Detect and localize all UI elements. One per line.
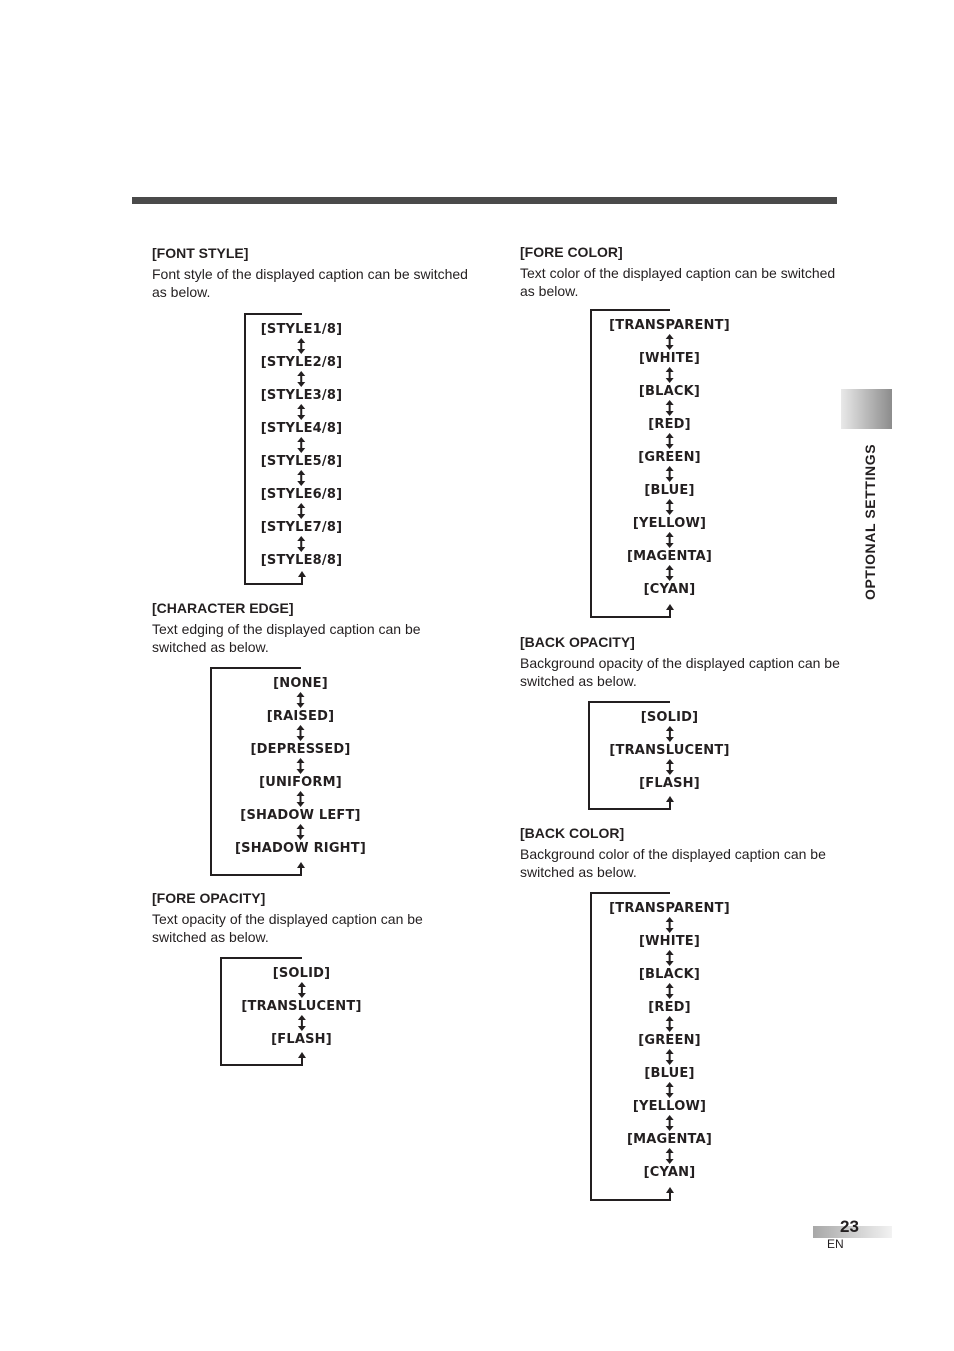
option-list xyxy=(609,900,730,1181)
option-item: [SOLID] xyxy=(640,710,699,725)
up-arrow-icon xyxy=(665,604,675,618)
option-item: [FLASH] xyxy=(639,776,700,791)
section-title: [BACK COLOR] xyxy=(520,825,625,841)
side-tab-marker xyxy=(841,389,892,429)
double-arrow-icon xyxy=(664,367,674,383)
option-list xyxy=(609,317,730,598)
option-item: [TRANSPARENT] xyxy=(609,318,730,333)
option-list xyxy=(609,709,729,792)
option-item: [RED] xyxy=(648,417,691,432)
option-item: [STYLE6/8] xyxy=(260,487,343,502)
double-arrow-icon xyxy=(297,404,307,420)
option-item: [WHITE] xyxy=(638,934,701,949)
double-arrow-icon xyxy=(664,983,674,999)
section-title: [BACK OPACITY] xyxy=(520,634,635,650)
double-arrow-icon xyxy=(296,791,306,807)
double-arrow-icon xyxy=(297,437,307,453)
option-item: [BLUE] xyxy=(644,483,695,498)
double-arrow-icon xyxy=(664,1016,674,1032)
option-item: [YELLOW] xyxy=(632,1099,707,1114)
option-item: [CYAN] xyxy=(643,582,696,597)
option-item: [SOLID] xyxy=(272,966,331,981)
option-item: [NONE] xyxy=(273,676,328,691)
back-opacity-cycle xyxy=(588,701,730,810)
up-arrow-icon xyxy=(296,862,306,876)
side-tab-label: OPTIONAL SETTINGS xyxy=(862,443,878,600)
option-item: [MAGENTA] xyxy=(626,549,713,564)
option-item: [GREEN] xyxy=(638,450,701,465)
option-item: [STYLE5/8] xyxy=(260,454,343,469)
option-item: [STYLE1/8] xyxy=(260,322,343,337)
up-arrow-icon xyxy=(297,1052,307,1066)
option-item: [BLUE] xyxy=(644,1066,695,1081)
double-arrow-icon xyxy=(664,565,674,581)
option-item: [DEPRESSED] xyxy=(250,742,351,757)
option-item: [SHADOW RIGHT] xyxy=(235,841,366,856)
option-item: [TRANSLUCENT] xyxy=(609,743,730,758)
double-arrow-icon xyxy=(664,1148,674,1164)
double-arrow-icon xyxy=(297,470,307,486)
option-item: [STYLE8/8] xyxy=(260,553,343,568)
option-item: [FLASH] xyxy=(271,1032,332,1047)
double-arrow-icon xyxy=(664,334,674,350)
section-title: [FORE COLOR] xyxy=(520,244,623,260)
double-arrow-icon xyxy=(297,371,307,387)
option-item: [GREEN] xyxy=(638,1033,701,1048)
double-arrow-icon xyxy=(297,536,307,552)
fore-opacity-cycle xyxy=(220,957,362,1066)
double-arrow-icon xyxy=(664,499,674,515)
back-opacity-section xyxy=(520,633,840,690)
double-arrow-icon xyxy=(664,1115,674,1131)
section-description: Text edging of the displayed caption can be switched as below. xyxy=(152,621,421,655)
option-item: [MAGENTA] xyxy=(626,1132,713,1147)
font-style-section xyxy=(152,244,472,301)
double-arrow-icon xyxy=(664,532,674,548)
double-arrow-icon xyxy=(664,1049,674,1065)
double-arrow-icon xyxy=(664,400,674,416)
section-title: [FORE OPACITY] xyxy=(152,890,266,906)
up-arrow-icon xyxy=(297,571,307,585)
option-item: [TRANSLUCENT] xyxy=(241,999,362,1014)
option-item: [BLACK] xyxy=(638,384,701,399)
double-arrow-icon xyxy=(665,726,675,742)
option-item: [STYLE3/8] xyxy=(260,388,343,403)
page-language: EN xyxy=(827,1237,844,1251)
double-arrow-icon xyxy=(664,466,674,482)
section-title: [FONT STYLE] xyxy=(152,245,249,261)
double-arrow-icon xyxy=(664,1082,674,1098)
header-rule xyxy=(132,197,837,204)
double-arrow-icon xyxy=(664,917,674,933)
option-item: [RAISED] xyxy=(266,709,335,724)
option-item: [RED] xyxy=(648,1000,691,1015)
double-arrow-icon xyxy=(296,692,306,708)
option-item: [YELLOW] xyxy=(632,516,707,531)
option-item: [SHADOW LEFT] xyxy=(240,808,361,823)
up-arrow-icon xyxy=(665,796,675,810)
fore-color-section xyxy=(520,243,840,300)
section-description: Background opacity of the displayed caption can be switched as below. xyxy=(520,655,840,689)
option-item: [UNIFORM] xyxy=(259,775,342,790)
double-arrow-icon xyxy=(297,1015,307,1031)
double-arrow-icon xyxy=(296,725,306,741)
section-description: Text opacity of the displayed caption can be switched as below. xyxy=(152,911,423,945)
page-number: 23 xyxy=(840,1217,859,1236)
option-item: [STYLE7/8] xyxy=(260,520,343,535)
option-item: [STYLE2/8] xyxy=(260,355,343,370)
character-edge-section xyxy=(152,599,472,656)
option-item: [BLACK] xyxy=(638,967,701,982)
fore-opacity-section xyxy=(152,889,472,946)
section-title: [CHARACTER EDGE] xyxy=(152,600,294,616)
double-arrow-icon xyxy=(296,824,306,840)
section-description: Text color of the displayed caption can be switched as below. xyxy=(520,265,836,299)
up-arrow-icon xyxy=(665,1187,675,1201)
double-arrow-icon xyxy=(297,338,307,354)
double-arrow-icon xyxy=(664,950,674,966)
double-arrow-icon xyxy=(665,759,675,775)
back-color-section xyxy=(520,824,840,881)
double-arrow-icon xyxy=(664,433,674,449)
section-description: Background color of the displayed caption can be switched as below. xyxy=(520,846,826,880)
font-style-cycle xyxy=(244,313,343,585)
option-item: [TRANSPARENT] xyxy=(609,901,730,916)
option-item: [WHITE] xyxy=(638,351,701,366)
double-arrow-icon xyxy=(297,503,307,519)
double-arrow-icon xyxy=(297,982,307,998)
fore-color-cycle xyxy=(590,309,730,618)
option-list xyxy=(261,321,343,569)
option-item: [CYAN] xyxy=(643,1165,696,1180)
section-description: Font style of the displayed caption can be switched as below. xyxy=(152,266,468,300)
option-list xyxy=(241,965,361,1048)
character-edge-cycle xyxy=(210,667,366,876)
double-arrow-icon xyxy=(296,758,306,774)
back-color-cycle xyxy=(590,892,730,1201)
option-list xyxy=(235,675,366,857)
option-item: [STYLE4/8] xyxy=(260,421,343,436)
